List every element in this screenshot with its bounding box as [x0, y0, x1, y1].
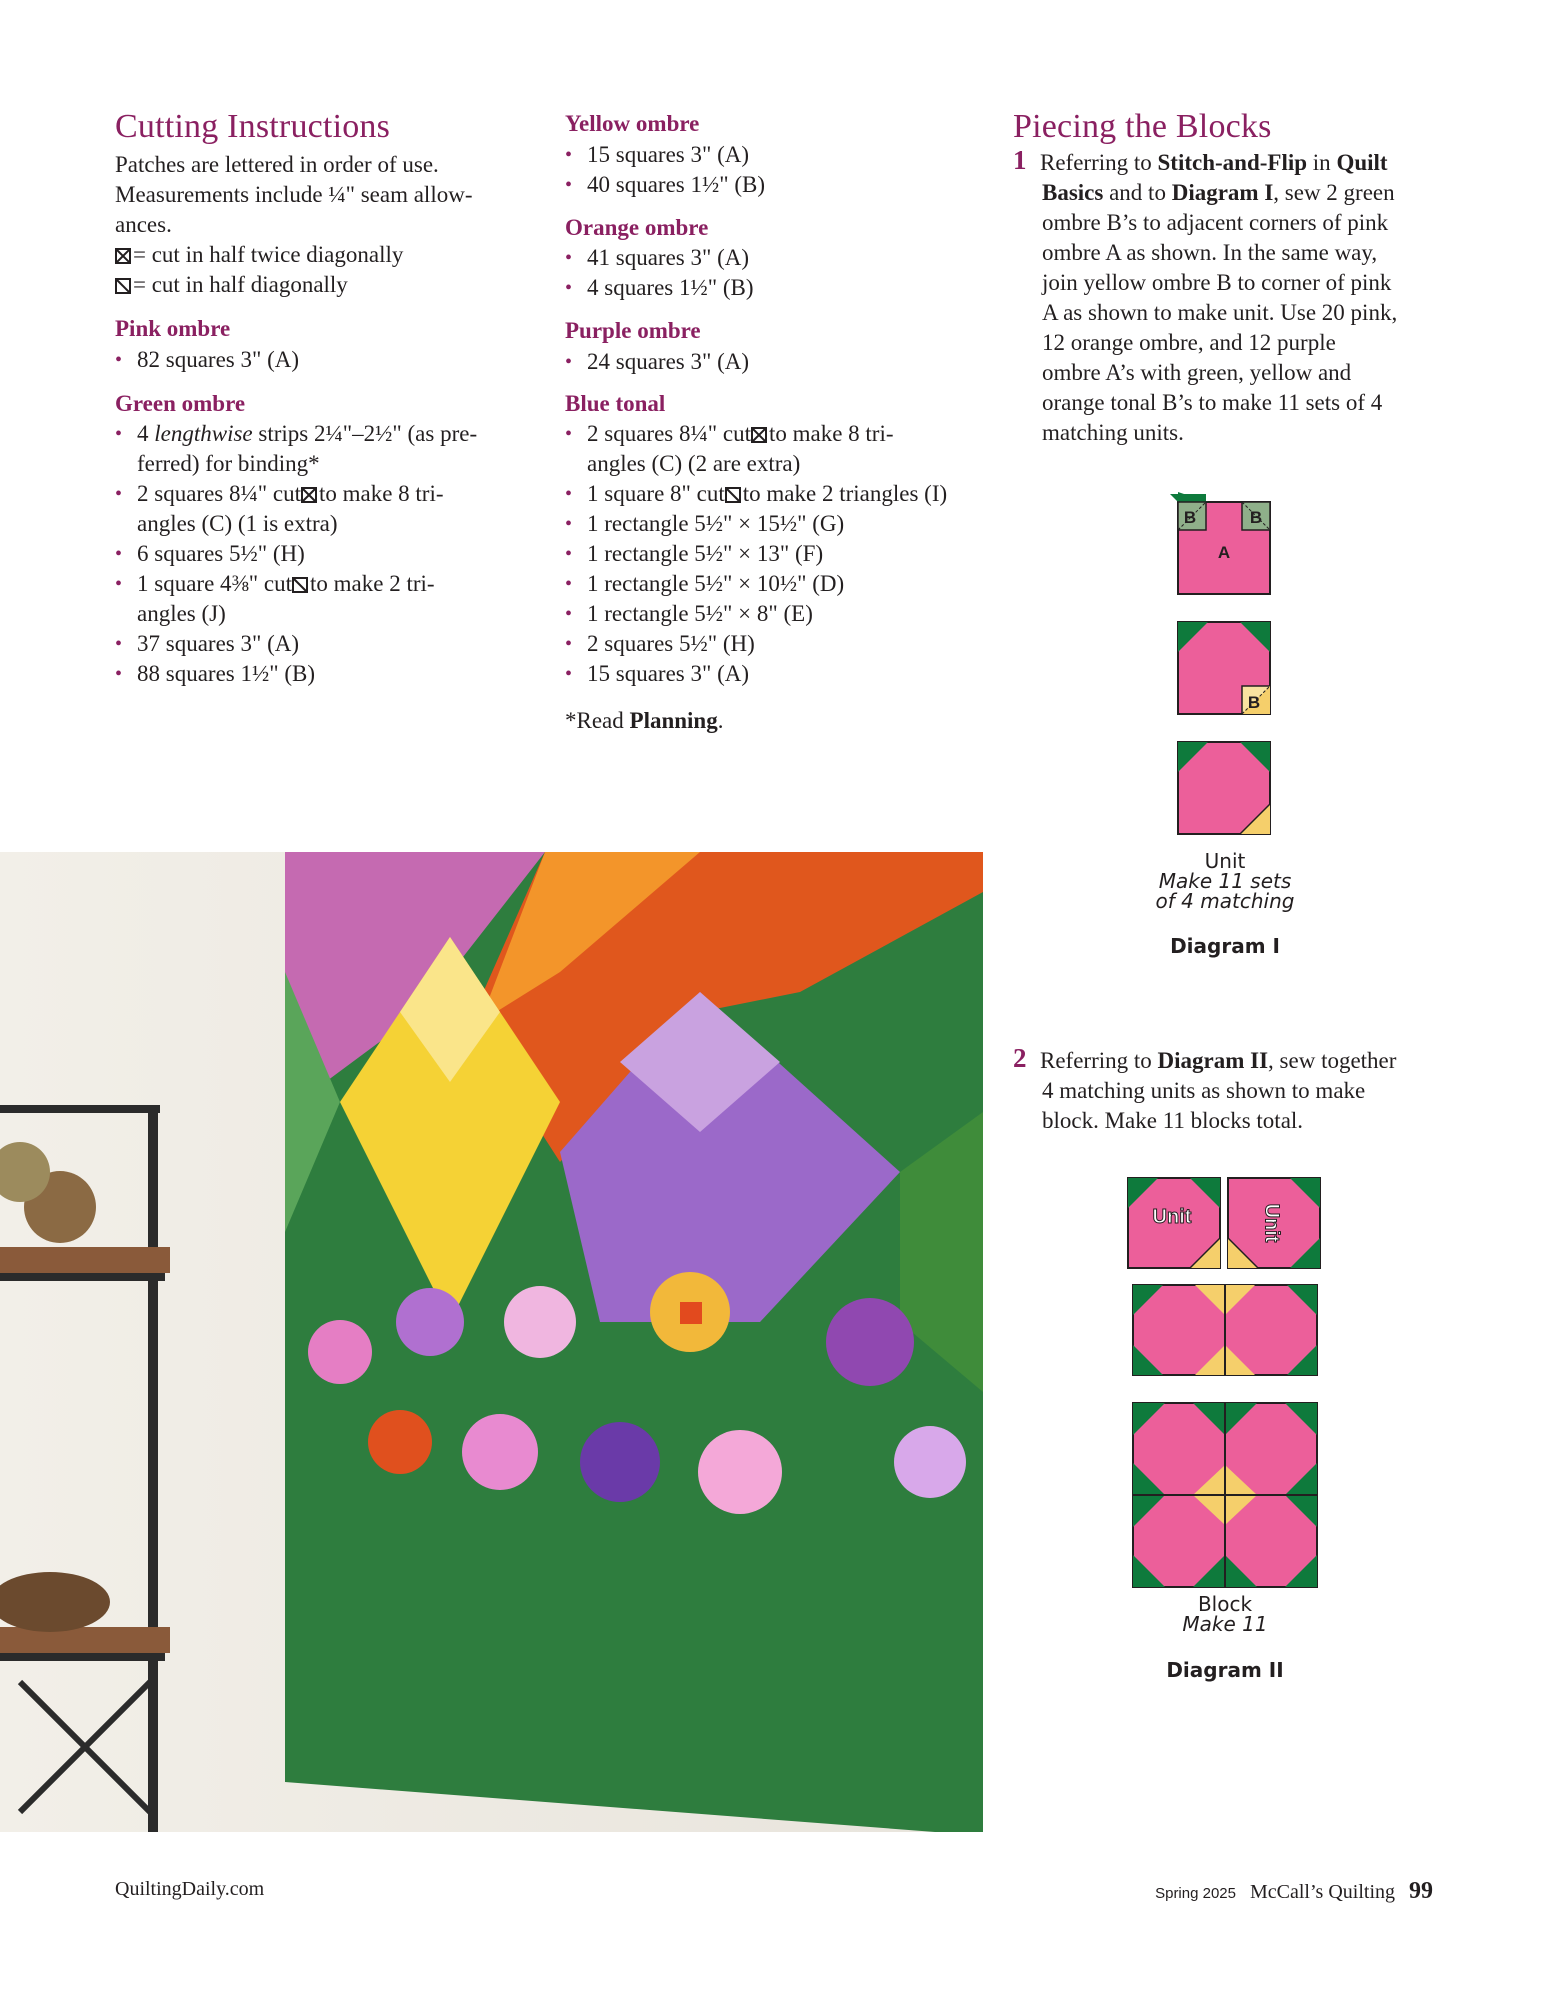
diagram-2-block: [1133, 1403, 1317, 1587]
cut-twice-icon: [115, 248, 131, 264]
quilt: [285, 852, 983, 1832]
footer-season: Spring 2025: [1155, 1885, 1236, 1902]
green-ombre-heading: Green ombre: [115, 391, 246, 416]
step-1-line-10: matching units.: [1042, 420, 1184, 445]
green-item-6: • 88 squares 1½" (B): [137, 659, 315, 689]
diagram-2-block-label: Block: [1197, 1592, 1253, 1616]
step-2-line-2: 4 matching units as shown to make: [1042, 1078, 1366, 1103]
orange-item-1: • 41 squares 3" (A): [587, 243, 749, 273]
step-1-line-3: ombre B’s to adjacent corners of pink: [1042, 210, 1389, 235]
quilt-photo: [0, 852, 983, 1832]
cut-twice-icon: [751, 427, 767, 443]
step-1-line-7: 12 orange ombre, and 12 purple: [1042, 330, 1336, 355]
cut-once-icon: [725, 487, 741, 503]
step-1-line-2: Basics and to Diagram I, sew 2 green: [1042, 180, 1395, 205]
purple-ombre-heading: Purple ombre: [565, 318, 701, 343]
piecing-title: Piecing the Blocks: [1013, 108, 1272, 145]
diagram-2: [1125, 1175, 1330, 1595]
legend-cut-twice: [115, 240, 403, 270]
step-1-number: 1: [1013, 145, 1027, 175]
legend-cut-once: [115, 270, 348, 300]
diagram-2-caption: Diagram II: [1166, 1658, 1284, 1682]
legend-cut-twice-text: = cut in half twice diagonally: [133, 242, 404, 267]
step-1-line-4: ombre A as shown. In the same way,: [1042, 240, 1378, 265]
green-item-5: • 37 squares 3" (A): [137, 629, 299, 659]
diagram-1-caption: Diagram I: [1170, 934, 1280, 958]
blue-item-1: • 2 squares 8¼" cut to make 8 tri-: [587, 419, 894, 449]
yellow-item-1: • 15 squares 3" (A): [587, 140, 749, 170]
cutting-intro-line-1: Patches are lettered in order of use.: [115, 152, 439, 177]
orange-item-2: • 4 squares 1½" (B): [587, 273, 754, 303]
purple-item-1: • 24 squares 3" (A): [587, 347, 749, 377]
pink-item-1: • 82 squares 3" (A): [137, 345, 299, 375]
planning-footnote: *Read Planning.: [565, 708, 724, 733]
green-item-4: • 1 square 4⅜" cut to make 2 tri-: [137, 569, 435, 599]
blue-item-6: • 1 rectangle 5½" × 8" (E): [587, 599, 813, 629]
unit-text-left: Unit: [1152, 1206, 1192, 1228]
cut-once-icon: [115, 278, 131, 294]
step-2-number: 2: [1013, 1043, 1027, 1073]
blue-tonal-heading: Blue tonal: [565, 391, 666, 416]
step-1-line-8: ombre A’s with green, yellow and: [1042, 360, 1352, 385]
blue-item-5: • 1 rectangle 5½" × 10½" (D): [587, 569, 844, 599]
diagram-1-unit: [1178, 742, 1270, 834]
diagram-1-unit-label: Unit: [1204, 849, 1246, 873]
diagram-2-block-sub: Make 11: [1182, 1612, 1268, 1636]
blue-item-3: • 1 rectangle 5½" × 15½" (G): [587, 509, 844, 539]
patch-a-label: A: [1217, 543, 1231, 562]
footer-page-number: 99: [1409, 1878, 1433, 1904]
patch-b-label-bottom: B: [1247, 693, 1261, 712]
blue-item-2: • 1 square 8" cut to make 2 triangles (I): [587, 479, 947, 509]
green-item-2-cont: angles (C) (1 is extra): [137, 511, 338, 536]
cut-twice-icon: [301, 487, 317, 503]
step-2-line-3: block. Make 11 blocks total.: [1042, 1108, 1304, 1133]
yellow-ombre-heading: Yellow ombre: [565, 111, 700, 136]
pink-ombre-heading: Pink ombre: [115, 316, 231, 341]
footer-magazine: McCall’s Quilting: [1250, 1881, 1395, 1903]
step-1-line-1: Referring to Stitch-and-Flip in Quilt: [1040, 150, 1388, 175]
footer-site: QuiltingDaily.com: [115, 1878, 265, 1900]
cutting-title: Cutting Instructions: [115, 108, 391, 145]
diagram-1: [1170, 490, 1280, 850]
blue-item-8: • 15 squares 3" (A): [587, 659, 749, 689]
footer-right: [1155, 1878, 1433, 1905]
blue-item-7: • 2 squares 5½" (H): [587, 629, 755, 659]
step-1-line-6: A as shown to make unit. Use 20 pink,: [1042, 300, 1398, 325]
step-1-line-5: join yellow ombre B to corner of pink: [1042, 270, 1392, 295]
blue-item-4: • 1 rectangle 5½" × 13" (F): [587, 539, 823, 569]
patch-b-label-left: B: [1183, 508, 1197, 527]
diagram-1-unit-sub-2: of 4 matching: [1155, 889, 1295, 913]
green-item-4-cont: angles (J): [137, 601, 226, 626]
green-item-2: • 2 squares 8¼" cut to make 8 tri-: [137, 479, 444, 509]
step-1-line-9: orange tonal B’s to make 11 sets of 4: [1042, 390, 1383, 415]
orange-ombre-heading: Orange ombre: [565, 215, 709, 240]
green-item-3: • 6 squares 5½" (H): [137, 539, 305, 569]
legend-cut-once-text: = cut in half diagonally: [133, 272, 348, 297]
unit-text-right: Unit: [1260, 1203, 1283, 1243]
cutting-intro-line-3: ances.: [115, 212, 172, 237]
patch-b-label-right: B: [1249, 508, 1263, 527]
diagram-2-pair: [1133, 1285, 1317, 1375]
blue-item-1-cont: angles (C) (2 are extra): [587, 451, 801, 476]
green-item-1-cont: ferred) for binding*: [137, 451, 320, 476]
cutting-intro-line-2: Measurements include ¼" seam allow-: [115, 182, 473, 207]
green-item-1: • 4 lengthwise strips 2¼"–2½" (as pre-: [137, 419, 477, 449]
cut-once-icon: [292, 577, 308, 593]
diagram-1-unit-sub-1: Make 11 sets: [1158, 869, 1292, 893]
step-2-line-1: Referring to Diagram II, sew together: [1040, 1048, 1397, 1073]
yellow-item-2: • 40 squares 1½" (B): [587, 170, 765, 200]
